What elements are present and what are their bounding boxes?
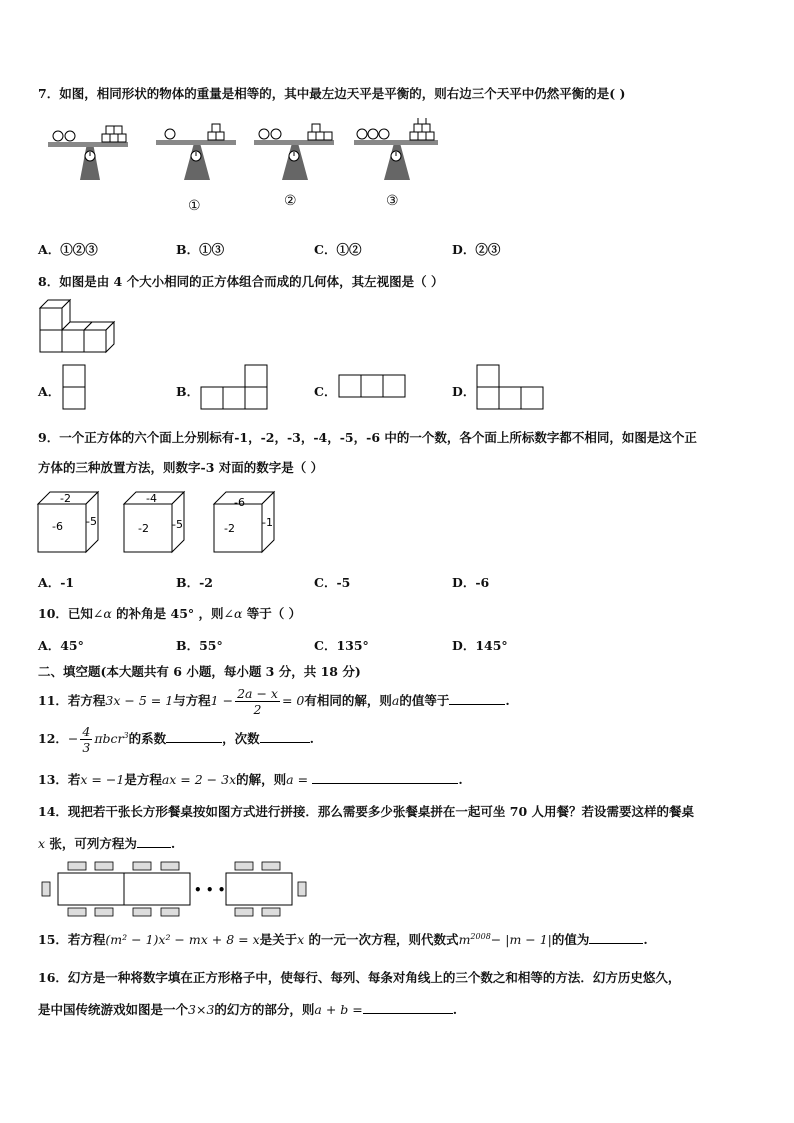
cube-3-front: -2 — [224, 522, 235, 535]
cube-2-side: -5 — [172, 518, 183, 531]
q14-table-figure — [40, 858, 310, 918]
q8-option-c[interactable]: C． — [314, 384, 337, 399]
q9-option-b[interactable]: B．-2 — [176, 575, 213, 590]
q8-option-b-figure — [200, 364, 270, 412]
q9-cubes — [36, 490, 286, 556]
cube-2-top: -4 — [146, 492, 157, 505]
q7-option-a[interactable]: A．①②③ — [38, 242, 98, 257]
q14-text-line2: x 张，可列方程为 . — [38, 836, 176, 851]
cube-1-side: -5 — [86, 515, 97, 528]
q14-ellipsis: • • • — [194, 883, 226, 897]
q9-option-c[interactable]: C．-5 — [314, 575, 351, 590]
section-heading: 二、填空题(本大题共有 6 小题，每小题 3 分，共 18 分) — [38, 664, 361, 679]
q15-text: 15．若方程(m² − 1)x² − mx + 8 = x是关于x 的一元一次方程，则代数式$m^{2008}- |m - 1|$的值为 . — [38, 931, 648, 947]
cube-3-side: -1 — [262, 516, 273, 529]
q16-text-line2: 是中国传统游戏如图是一个3×3的幻方的部分，则a + b = . — [38, 1002, 458, 1017]
q14-text-line1: 14．现把若干张长方形餐桌按如图方式进行拼接．那么需要多少张餐桌拼在一起可坐 70 人用餐？若设需要这样的餐桌 — [38, 804, 694, 819]
q11-text: 11．若方程3x − 5 = 1与方程1 − $\frac{2a - x}{2}$ = 0有相同的解，则a的值等于 . — [38, 686, 510, 717]
q10-option-c[interactable]: C．135° — [314, 638, 369, 653]
q13-text: 13．若x = −1是方程ax = 2 − 3x的解，则a = . — [38, 772, 463, 787]
q9-text-line2: 方体的三种放置方法，则数字-3 对面的数字是（ ） — [38, 460, 324, 475]
q7-option-c[interactable]: C．①② — [314, 242, 362, 257]
q9-text-line1: 9．一个正方体的六个面上分别标有-1，-2，-3，-4，-5，-6 中的一个数，各个面上所标数字都不相同，如图是这个正 — [38, 430, 697, 445]
q8-option-d-figure — [476, 364, 546, 412]
q16-text-line1: 16．幻方是一种将数字填在正方形格子中，使每行、每列、每条对角线上的三个数之和相等的方法．幻方历史悠久， — [38, 970, 681, 985]
q11-answer-blank[interactable] — [449, 692, 505, 705]
cube-2-front: -2 — [138, 522, 149, 535]
q12-coefficient-blank[interactable] — [166, 730, 222, 743]
q8-option-c-figure — [338, 374, 408, 400]
q7-option-b[interactable]: B．①③ — [176, 242, 225, 257]
q7-label-1: ① — [188, 198, 201, 214]
q10-text: 10．已知∠α 的补角是 45° ，则∠α 等于（ ） — [38, 606, 302, 621]
q15-answer-blank[interactable] — [589, 931, 643, 944]
q10-option-a[interactable]: A．45° — [38, 638, 84, 653]
q9-option-d[interactable]: D．-6 — [452, 575, 490, 590]
q9-option-a[interactable]: A．-1 — [38, 575, 75, 590]
q8-option-b[interactable]: B． — [176, 384, 200, 399]
q10-option-d[interactable]: D．145° — [452, 638, 508, 653]
q8-option-d[interactable]: D． — [452, 384, 476, 399]
q7-label-3: ③ — [386, 193, 399, 209]
q16-answer-blank[interactable] — [363, 1001, 453, 1014]
q7-option-d[interactable]: D．②③ — [452, 242, 501, 257]
balance-0 — [48, 126, 128, 180]
q7-label-2: ② — [284, 193, 297, 209]
q8-text: 8．如图是由 4 个大小相同的正方体组合而成的几何体，其左视图是（ ） — [38, 274, 444, 289]
q10-option-b[interactable]: B．55° — [176, 638, 223, 653]
balance-3 — [354, 118, 438, 180]
q8-option-a[interactable]: A． — [38, 384, 61, 399]
q7-text: 7．如图，相同形状的物体的重量是相等的，其中最左边天平是平衡的，则右边三个天平中仍然平衡的是( ) — [38, 86, 626, 101]
cube-1-top: -2 — [60, 492, 71, 505]
q14-answer-blank[interactable] — [137, 835, 171, 848]
cube-3-top: -6 — [234, 496, 245, 509]
q8-solid-figure — [38, 298, 120, 354]
q13-answer-blank[interactable] — [312, 771, 458, 784]
balance-2 — [254, 124, 334, 180]
q12-degree-blank[interactable] — [260, 730, 310, 743]
q8-option-a-figure — [62, 364, 86, 412]
cube-1-front: -6 — [52, 520, 63, 533]
q12-text: 12．− $\frac{4}{3}$ πbcr$^3$的系数 ，次数 . — [38, 724, 315, 755]
balance-1 — [156, 124, 236, 180]
